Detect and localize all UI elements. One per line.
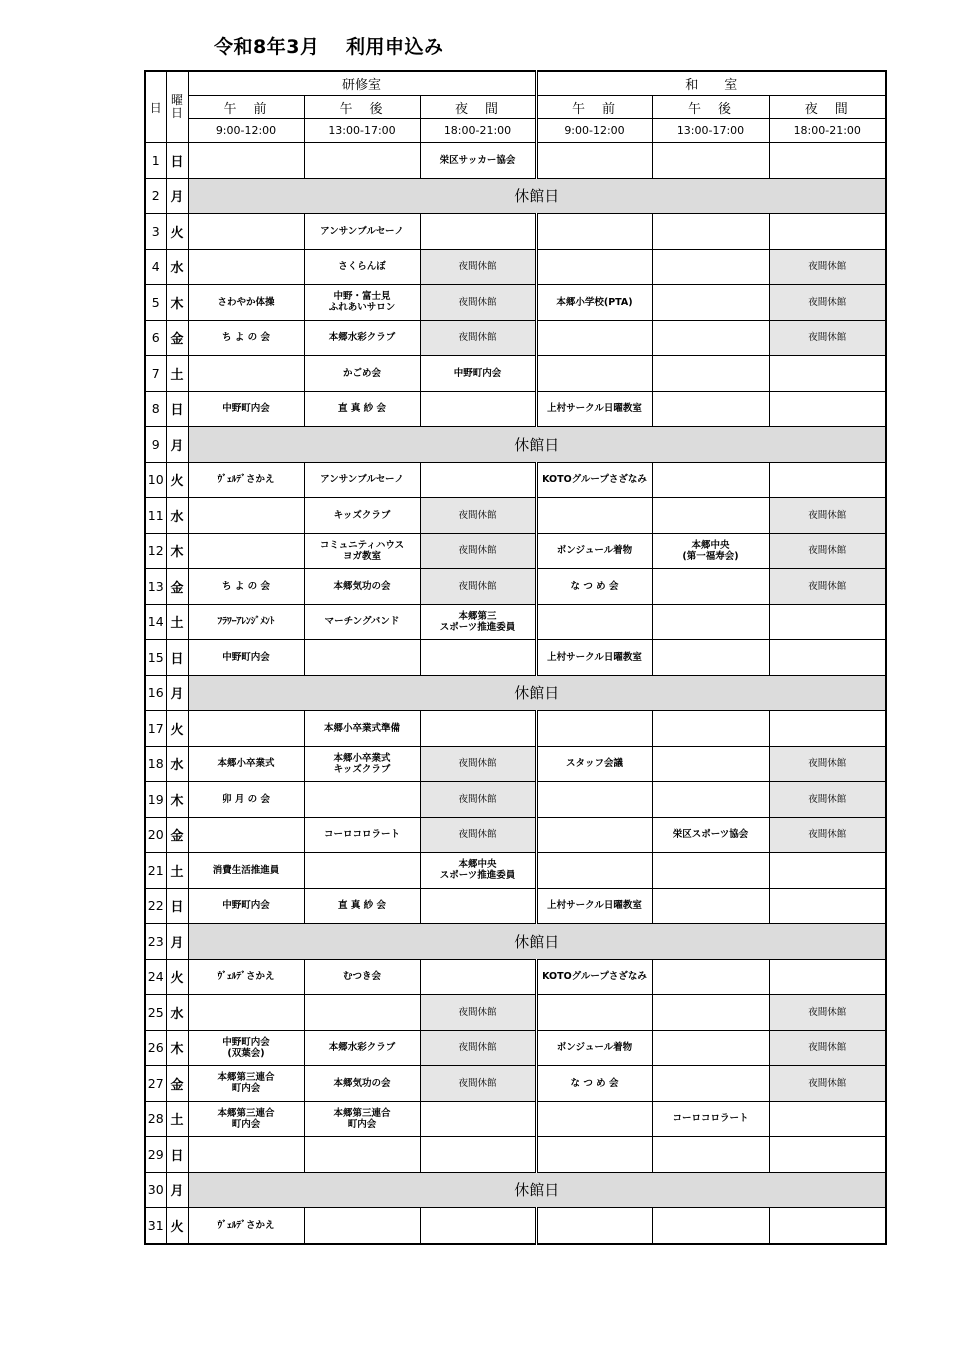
booking-cell: 中野・富士見 ふれあいサロン — [304, 285, 420, 321]
booking-cell: KOTOグループさざなみ — [536, 462, 652, 498]
table-row — [145, 249, 886, 285]
booking-cell — [536, 1101, 652, 1137]
booking-cell — [536, 817, 652, 853]
booking-cell: スタッフ会議 — [536, 746, 652, 782]
booking-cell — [188, 1137, 304, 1173]
night-closed-cell: 夜間休館 — [769, 817, 886, 853]
night-closed-cell: 夜間休館 — [769, 782, 886, 818]
booking-cell: 中野町内会 — [420, 356, 536, 392]
booking-cell: コーロコロラート — [304, 817, 420, 853]
booking-cell — [769, 604, 886, 640]
time-header: 18:00-21:00 — [769, 119, 886, 143]
night-closed-cell: 夜間休館 — [769, 285, 886, 321]
day-number: 14 — [145, 604, 166, 640]
booking-cell — [769, 959, 886, 995]
booking-cell — [652, 1208, 769, 1244]
booking-cell — [769, 1208, 886, 1244]
day-number: 27 — [145, 1066, 166, 1102]
weekday-cell: 火 — [166, 959, 188, 995]
booking-cell — [652, 640, 769, 676]
weekday-cell: 金 — [166, 817, 188, 853]
weekday-cell: 月 — [166, 675, 188, 711]
booking-cell — [420, 711, 536, 747]
booking-cell: 本郷小学校(PTA) — [536, 285, 652, 321]
holiday-cell: 休館日 — [188, 1172, 886, 1208]
booking-cell — [188, 711, 304, 747]
table-row — [145, 640, 886, 676]
weekday-cell: 木 — [166, 285, 188, 321]
day-number: 7 — [145, 356, 166, 392]
period-header: 午 前 — [536, 96, 652, 119]
table-row — [145, 1101, 886, 1137]
booking-cell — [769, 391, 886, 427]
time-header: 13:00-17:00 — [652, 119, 769, 143]
room-header-washitsu: 和 室 — [536, 71, 886, 96]
booking-cell — [304, 1137, 420, 1173]
night-closed-cell: 夜間休館 — [769, 569, 886, 605]
period-header: 午 後 — [652, 96, 769, 119]
booking-cell — [536, 853, 652, 889]
booking-cell — [188, 995, 304, 1031]
booking-cell — [420, 640, 536, 676]
day-number: 13 — [145, 569, 166, 605]
night-closed-cell: 夜間休館 — [420, 1066, 536, 1102]
booking-cell — [188, 498, 304, 534]
night-closed-cell: 夜間休館 — [420, 817, 536, 853]
table-row — [145, 1030, 886, 1066]
time-header: 9:00-12:00 — [188, 119, 304, 143]
booking-cell: かごめ会 — [304, 356, 420, 392]
booking-cell: 本郷第三 スポーツ推進委員 — [420, 604, 536, 640]
weekday-cell: 水 — [166, 995, 188, 1031]
booking-cell: 栄区サッカー協会 — [420, 143, 536, 179]
booking-cell — [536, 782, 652, 818]
booking-cell: ボンジュール着物 — [536, 1030, 652, 1066]
booking-cell — [304, 1208, 420, 1244]
booking-cell — [536, 711, 652, 747]
table-row — [145, 498, 886, 534]
booking-cell — [536, 498, 652, 534]
table-row — [145, 817, 886, 853]
booking-cell — [536, 356, 652, 392]
booking-cell — [652, 569, 769, 605]
weekday-cell: 土 — [166, 356, 188, 392]
booking-cell: 上村サークル日曜教室 — [536, 888, 652, 924]
booking-cell: 本郷水彩クラブ — [304, 1030, 420, 1066]
day-number: 8 — [145, 391, 166, 427]
schedule-table — [144, 70, 887, 1245]
night-closed-cell: 夜間休館 — [420, 1030, 536, 1066]
booking-cell — [769, 1101, 886, 1137]
booking-cell: 本郷中央 スポーツ推進委員 — [420, 853, 536, 889]
booking-cell: 本郷小卒業式準備 — [304, 711, 420, 747]
weekday-cell: 日 — [166, 640, 188, 676]
booking-cell — [536, 143, 652, 179]
weekday-cell: 火 — [166, 214, 188, 250]
booking-cell — [652, 462, 769, 498]
period-header: 午 前 — [188, 96, 304, 119]
booking-cell: 消費生活推進員 — [188, 853, 304, 889]
day-number: 11 — [145, 498, 166, 534]
day-number: 30 — [145, 1172, 166, 1208]
period-header: 午 後 — [304, 96, 420, 119]
booking-cell: 直 真 紗 会 — [304, 391, 420, 427]
weekday-cell: 日 — [166, 1137, 188, 1173]
booking-cell — [420, 462, 536, 498]
booking-cell — [652, 1137, 769, 1173]
page-title: 令和8年3月 利用申込み — [214, 36, 444, 58]
holiday-cell: 休館日 — [188, 178, 886, 214]
booking-cell: ち よ の 会 — [188, 320, 304, 356]
night-closed-cell: 夜間休館 — [420, 782, 536, 818]
day-number: 31 — [145, 1208, 166, 1244]
booking-cell — [769, 853, 886, 889]
booking-cell: コミュニティハウス ヨガ教室 — [304, 533, 420, 569]
booking-cell: むつき会 — [304, 959, 420, 995]
booking-cell — [652, 320, 769, 356]
booking-cell — [769, 214, 886, 250]
booking-cell: ち よ の 会 — [188, 569, 304, 605]
night-closed-cell: 夜間休館 — [769, 1066, 886, 1102]
day-number: 15 — [145, 640, 166, 676]
weekday-cell: 金 — [166, 1066, 188, 1102]
table-row — [145, 995, 886, 1031]
booking-cell — [188, 214, 304, 250]
weekday-cell: 月 — [166, 924, 188, 960]
booking-cell — [652, 143, 769, 179]
table-row — [145, 888, 886, 924]
day-number: 10 — [145, 462, 166, 498]
booking-cell — [536, 249, 652, 285]
booking-cell — [536, 995, 652, 1031]
booking-cell: な つ め 会 — [536, 1066, 652, 1102]
night-closed-cell: 夜間休館 — [420, 249, 536, 285]
table-row — [145, 143, 886, 179]
weekday-cell: 月 — [166, 427, 188, 463]
weekday-cell: 土 — [166, 1101, 188, 1137]
table-row — [145, 675, 886, 711]
day-number: 3 — [145, 214, 166, 250]
day-number: 21 — [145, 853, 166, 889]
booking-cell: アンサンブルセーノ — [304, 214, 420, 250]
booking-cell: 上村サークル日曜教室 — [536, 391, 652, 427]
period-header: 夜 間 — [769, 96, 886, 119]
table-row — [145, 1208, 886, 1244]
day-number: 29 — [145, 1137, 166, 1173]
booking-cell — [536, 1208, 652, 1244]
night-closed-cell: 夜間休館 — [420, 285, 536, 321]
booking-cell — [420, 391, 536, 427]
booking-cell: 本郷小卒業式 — [188, 746, 304, 782]
booking-cell — [188, 249, 304, 285]
weekday-cell: 木 — [166, 782, 188, 818]
weekday-header-label: 曜日 — [171, 93, 184, 120]
day-number: 26 — [145, 1030, 166, 1066]
day-number: 5 — [145, 285, 166, 321]
booking-cell: ｳﾞｪﾙﾃﾞさかえ — [188, 1208, 304, 1244]
booking-cell: 本郷小卒業式 キッズクラブ — [304, 746, 420, 782]
table-row — [145, 569, 886, 605]
table-row — [145, 427, 886, 463]
weekday-cell: 日 — [166, 888, 188, 924]
night-closed-cell: 夜間休館 — [420, 320, 536, 356]
booking-cell: 栄区スポーツ協会 — [652, 817, 769, 853]
night-closed-cell: 夜間休館 — [769, 249, 886, 285]
day-number: 25 — [145, 995, 166, 1031]
weekday-cell: 火 — [166, 1208, 188, 1244]
booking-cell — [769, 143, 886, 179]
table-row — [145, 746, 886, 782]
booking-cell — [769, 888, 886, 924]
booking-cell — [652, 498, 769, 534]
table-row — [145, 711, 886, 747]
time-header: 18:00-21:00 — [420, 119, 536, 143]
booking-cell — [652, 604, 769, 640]
weekday-cell: 日 — [166, 391, 188, 427]
booking-cell: ｳﾞｪﾙﾃﾞさかえ — [188, 462, 304, 498]
table-row — [145, 1137, 886, 1173]
booking-cell — [188, 143, 304, 179]
booking-cell — [420, 888, 536, 924]
day-number: 12 — [145, 533, 166, 569]
holiday-cell: 休館日 — [188, 924, 886, 960]
booking-cell — [769, 711, 886, 747]
night-closed-cell: 夜間休館 — [420, 533, 536, 569]
weekday-cell: 火 — [166, 462, 188, 498]
booking-cell: な つ め 会 — [536, 569, 652, 605]
booking-cell: 本郷第三連合 町内会 — [188, 1066, 304, 1102]
night-closed-cell: 夜間休館 — [769, 746, 886, 782]
table-row — [145, 285, 886, 321]
booking-cell — [769, 462, 886, 498]
booking-cell: 本郷第三連合 町内会 — [188, 1101, 304, 1137]
day-number: 19 — [145, 782, 166, 818]
booking-cell — [304, 782, 420, 818]
booking-cell: 中野町内会 — [188, 888, 304, 924]
table-row — [145, 1172, 886, 1208]
day-number: 20 — [145, 817, 166, 853]
table-row — [145, 959, 886, 995]
holiday-cell: 休館日 — [188, 427, 886, 463]
weekday-column-header — [166, 71, 188, 143]
booking-cell — [769, 356, 886, 392]
weekday-cell: 土 — [166, 853, 188, 889]
booking-cell — [652, 285, 769, 321]
booking-cell — [769, 640, 886, 676]
booking-cell: さわやか体操 — [188, 285, 304, 321]
table-row — [145, 178, 886, 214]
booking-cell — [536, 604, 652, 640]
weekday-cell: 日 — [166, 143, 188, 179]
booking-cell — [188, 356, 304, 392]
day-number: 22 — [145, 888, 166, 924]
booking-cell — [652, 249, 769, 285]
booking-cell: ｳﾞｪﾙﾃﾞさかえ — [188, 959, 304, 995]
time-header: 13:00-17:00 — [304, 119, 420, 143]
weekday-cell: 土 — [166, 604, 188, 640]
table-row — [145, 604, 886, 640]
day-number: 4 — [145, 249, 166, 285]
night-closed-cell: 夜間休館 — [769, 320, 886, 356]
night-closed-cell: 夜間休館 — [420, 995, 536, 1031]
weekday-cell: 木 — [166, 1030, 188, 1066]
booking-cell — [188, 817, 304, 853]
booking-cell — [652, 853, 769, 889]
booking-cell: 中野町内会 — [188, 640, 304, 676]
booking-cell: 上村サークル日曜教室 — [536, 640, 652, 676]
table-row — [145, 391, 886, 427]
room-header-kenshu: 研修室 — [188, 71, 536, 96]
booking-cell: 卯 月 の 会 — [188, 782, 304, 818]
table-row — [145, 1066, 886, 1102]
night-closed-cell: 夜間休館 — [420, 569, 536, 605]
day-number: 2 — [145, 178, 166, 214]
booking-cell: 直 真 紗 会 — [304, 888, 420, 924]
booking-cell — [652, 782, 769, 818]
booking-cell — [420, 1101, 536, 1137]
day-number: 9 — [145, 427, 166, 463]
booking-cell — [652, 1066, 769, 1102]
table-row — [145, 924, 886, 960]
booking-cell: 中野町内会 — [188, 391, 304, 427]
weekday-cell: 水 — [166, 746, 188, 782]
booking-cell — [652, 888, 769, 924]
weekday-cell: 水 — [166, 249, 188, 285]
table-row — [145, 214, 886, 250]
table-row — [145, 782, 886, 818]
booking-cell — [652, 711, 769, 747]
booking-cell — [536, 1137, 652, 1173]
booking-cell — [536, 214, 652, 250]
booking-cell — [652, 391, 769, 427]
night-closed-cell: 夜間休館 — [769, 1030, 886, 1066]
day-number: 6 — [145, 320, 166, 356]
weekday-cell: 月 — [166, 178, 188, 214]
table-row — [145, 356, 886, 392]
booking-cell — [536, 320, 652, 356]
booking-cell: 中野町内会 (双葉会) — [188, 1030, 304, 1066]
day-column-header: 日 — [145, 71, 166, 143]
day-number: 24 — [145, 959, 166, 995]
table-row — [145, 462, 886, 498]
booking-cell: KOTOグループさざなみ — [536, 959, 652, 995]
booking-cell: 本郷第三連合 町内会 — [304, 1101, 420, 1137]
booking-cell: キッズクラブ — [304, 498, 420, 534]
booking-cell: コーロコロラート — [652, 1101, 769, 1137]
table-row — [145, 533, 886, 569]
night-closed-cell: 夜間休館 — [769, 995, 886, 1031]
table-row — [145, 853, 886, 889]
booking-cell — [652, 214, 769, 250]
booking-cell — [304, 640, 420, 676]
booking-cell — [652, 959, 769, 995]
day-number: 18 — [145, 746, 166, 782]
weekday-cell: 水 — [166, 498, 188, 534]
booking-cell: 本郷中央 (第一福寿会) — [652, 533, 769, 569]
time-header: 9:00-12:00 — [536, 119, 652, 143]
day-number: 1 — [145, 143, 166, 179]
night-closed-cell: 夜間休館 — [420, 746, 536, 782]
holiday-cell: 休館日 — [188, 675, 886, 711]
booking-cell: アンサンブルセーノ — [304, 462, 420, 498]
period-header: 夜 間 — [420, 96, 536, 119]
booking-cell — [304, 853, 420, 889]
booking-cell: 本郷水彩クラブ — [304, 320, 420, 356]
booking-cell — [420, 214, 536, 250]
table-row — [145, 320, 886, 356]
booking-cell: ボンジュール着物 — [536, 533, 652, 569]
day-number: 23 — [145, 924, 166, 960]
booking-cell — [769, 1137, 886, 1173]
booking-cell: 本郷気功の会 — [304, 1066, 420, 1102]
day-number: 28 — [145, 1101, 166, 1137]
booking-cell: マーチングバンド — [304, 604, 420, 640]
booking-cell — [652, 1030, 769, 1066]
booking-cell — [652, 356, 769, 392]
night-closed-cell: 夜間休館 — [420, 498, 536, 534]
booking-cell: ﾌﾗﾜｰｱﾚﾝｼﾞﾒﾝﾄ — [188, 604, 304, 640]
booking-cell: さくらんぼ — [304, 249, 420, 285]
booking-cell — [420, 1137, 536, 1173]
booking-cell — [420, 959, 536, 995]
weekday-cell: 火 — [166, 711, 188, 747]
booking-cell: 本郷気功の会 — [304, 569, 420, 605]
booking-cell — [304, 143, 420, 179]
weekday-cell: 月 — [166, 1172, 188, 1208]
day-number: 16 — [145, 675, 166, 711]
weekday-cell: 金 — [166, 320, 188, 356]
booking-cell — [652, 995, 769, 1031]
booking-cell — [304, 995, 420, 1031]
night-closed-cell: 夜間休館 — [769, 533, 886, 569]
booking-cell — [420, 1208, 536, 1244]
night-closed-cell: 夜間休館 — [769, 498, 886, 534]
weekday-cell: 木 — [166, 533, 188, 569]
weekday-cell: 金 — [166, 569, 188, 605]
day-number: 17 — [145, 711, 166, 747]
booking-cell — [188, 533, 304, 569]
booking-cell — [652, 746, 769, 782]
